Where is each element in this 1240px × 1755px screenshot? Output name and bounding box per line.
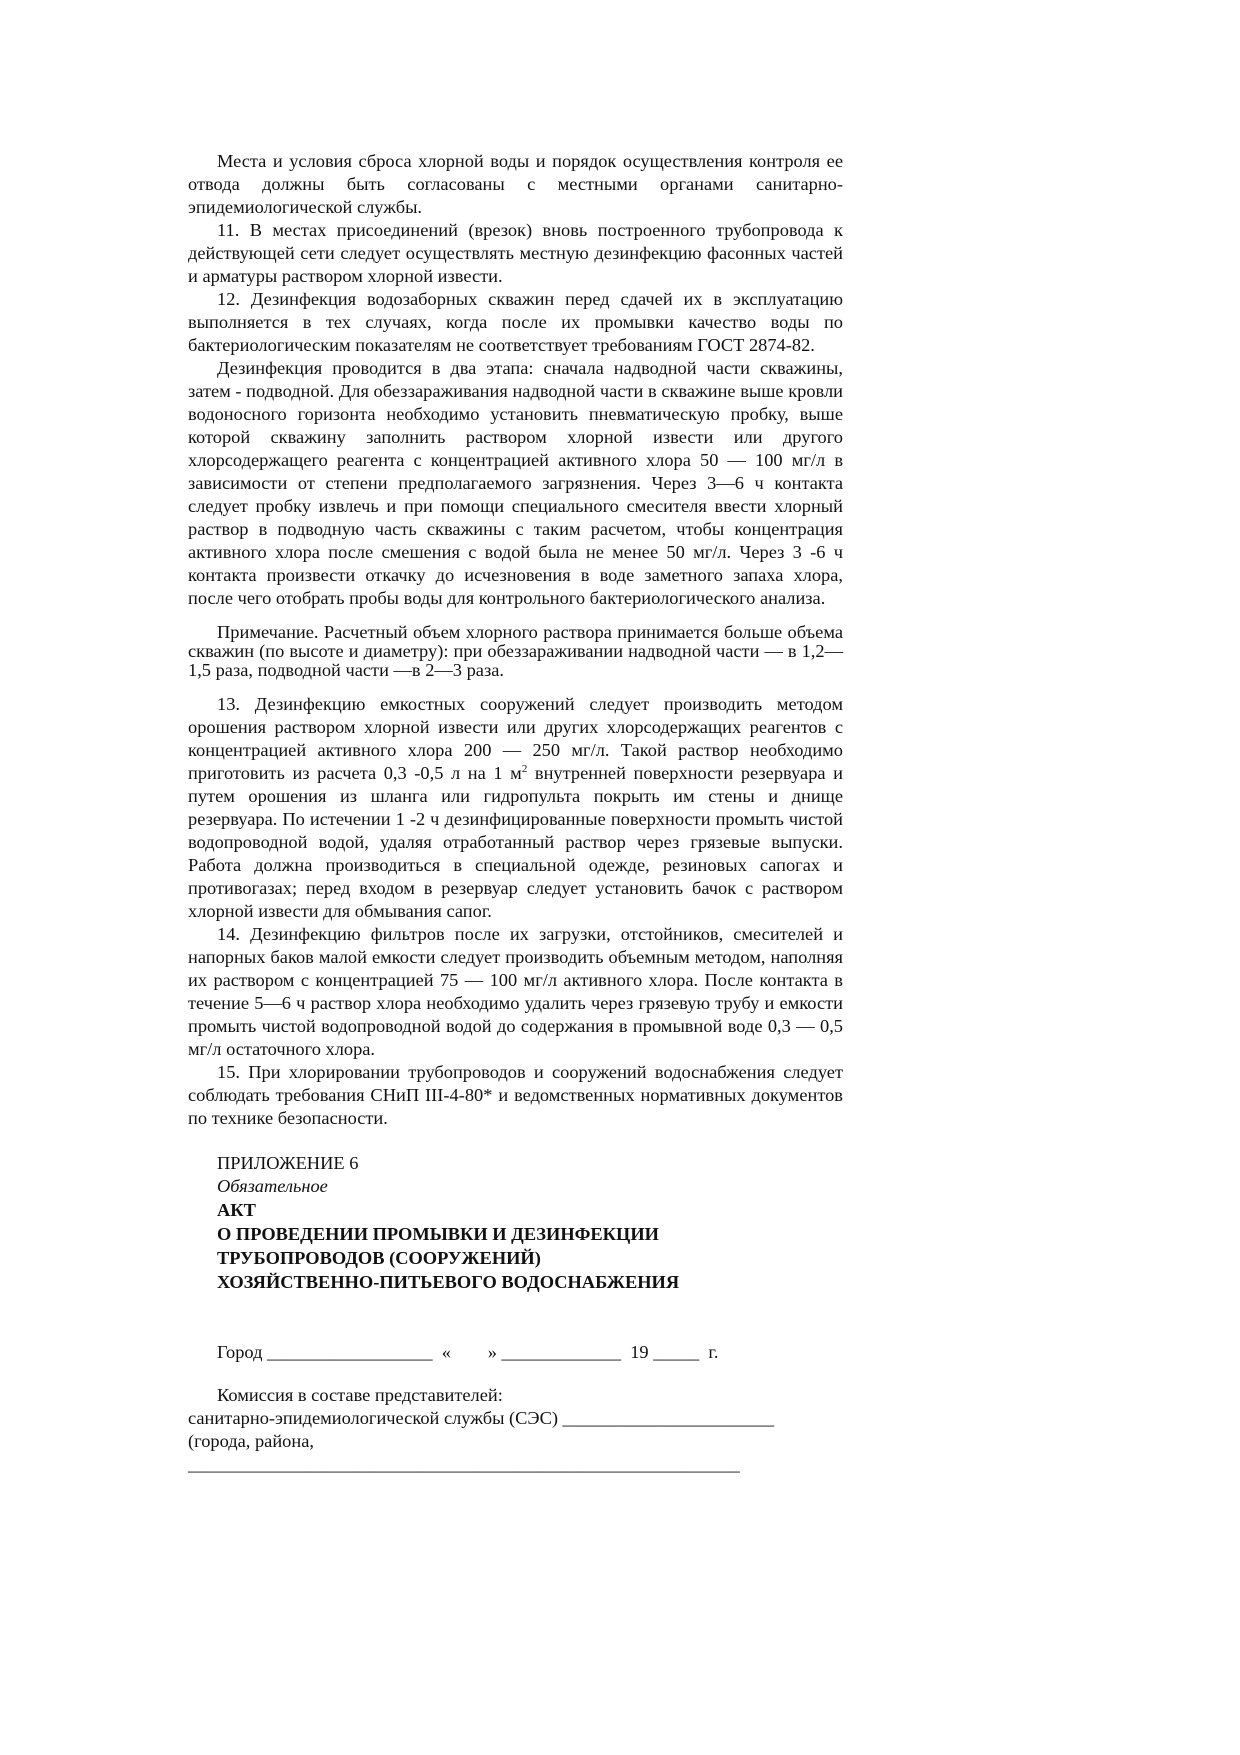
p13-superscript: 2 xyxy=(521,762,528,775)
note-block xyxy=(188,623,843,680)
p13-text-a: 13. Дезинфекцию емкостных сооружений следует производить методом орошения раствором хлорной извести или других хлорсодержащих реагентов с концентрацией активного хлора 200 — 250 мг/л. Такой раствор необходимо приготовить из расчета 0,3 -0,5 л на 1 м xyxy=(188,694,843,783)
appendix-status: Обязательное xyxy=(217,1176,328,1196)
document-page xyxy=(188,150,843,1476)
ses-hint: (города, района, xyxy=(188,1431,314,1451)
paragraph-12: 12. Дезинфекция водозаборных скважин перед сдачей их в эксплуатацию выполняется в тех случаях, когда после их промывки качество воды по бактериологическим показателям не соответствует требованиям ГОСТ 2874-82. xyxy=(188,289,843,355)
act-title-2: О ПРОВЕДЕНИИ ПРОМЫВКИ И ДЕЗИНФЕКЦИИ xyxy=(217,1224,659,1244)
paragraph-15: 15. При хлорировании трубопроводов и сооружений водоснабжения следует соблюдать требования СНиП III-4-80* и ведомственных нормативных документов по технике безопасности. xyxy=(188,1062,843,1128)
paragraph-14: 14. Дезинфекцию фильтров после их загрузки, отстойников, смесителей и напорных баков малой емкости следует производить объемным методом, наполняя их раствором с концентрацией 75 — 100 мг/л активного хлора. После контакта в течение 5—6 ч раствор хлора необходимо удалить через грязевую трубу и емкости промыть чистой водопроводной водой до содержания в промывной воде 0,3 — 0,5 мг/л остаточного хлора. xyxy=(188,924,843,1059)
appendix-label: ПРИЛОЖЕНИЕ 6 xyxy=(217,1153,359,1173)
ses-line: санитарно-эпидемиологической службы (СЭС) _______________________ xyxy=(188,1408,775,1428)
city-date-line: Город __________________ « » _____________ 19 _____ г. xyxy=(217,1342,719,1362)
p13-text-b: внутренней поверхности резервуара и путем орошения из шланга или гидропульта покрыть им стены и днище резервуара. По истечении 1 -2 ч дезинфицированные поверхности промыть чистой водопроводной водой, удаляя отработанный раствор через грязевые выпуски. Работа должна производиться в специальной одежде, резиновых сапогах и противогазах; перед входом в резервуар следует установить бачок с раствором хлорной извести для обмывания сапог. xyxy=(188,763,843,921)
paragraph-13 xyxy=(188,693,843,923)
act-title-4: ХОЗЯЙСТВЕННО-ПИТЬЕВОГО ВОДОСНАБЖЕНИЯ xyxy=(217,1272,680,1292)
paragraph-discharge: Места и условия сброса хлорной воды и порядок осуществления контроля ее отвода должны быть согласованы с местными органами санитарно-эпидемиологической службы. xyxy=(188,151,843,217)
note-text: Примечание. Расчетный объем хлорного раствора принимается больше объема скважин (по высоте и диаметру): при обеззараживании надводной части — в 1,2— 1,5 раза, подводной части —в 2—3 раза. xyxy=(188,622,843,680)
paragraph-11: 11. В местах присоединений (врезок) вновь построенного трубопровода к действующей сети следует осуществлять местную дезинфекцию фасонных частей и арматуры раствором хлорной извести. xyxy=(188,220,843,286)
paragraph-well-disinfection: Дезинфекция проводится в два этапа: сначала надводной части скважины, затем - подводной. Для обеззараживания надводной части в скважине выше кровли водоносного горизонта необходимо установить пневматическую пробку, выше которой скважину заполнить раствором хлорной извести или другого хлорсодержащего реагента с концентрацией активного хлора 50 — 100 мг/л в зависимости от степени предполагаемого загрязнения. Через 3—6 ч контакта следует пробку извлечь и при помощи специального смесителя ввести хлорный раствор в подводную часть скважины с таким расчетом, чтобы концентрация активного хлора после смешения с водой была не менее 50 мг/л. Через 3 -6 ч контакта произвести откачку до исчезновения в воде заметного запаха хлора, после чего отобрать пробы воды для контрольного бактериологического анализа. xyxy=(188,358,843,608)
act-title-1: АКТ xyxy=(217,1200,256,1220)
commission-label: Комиссия в составе представителей: xyxy=(217,1385,503,1405)
blank-line: ____________________________________________________________ xyxy=(188,1454,740,1474)
act-title-3: ТРУБОПРОВОДОВ (СООРУЖЕНИЙ) xyxy=(217,1248,541,1268)
